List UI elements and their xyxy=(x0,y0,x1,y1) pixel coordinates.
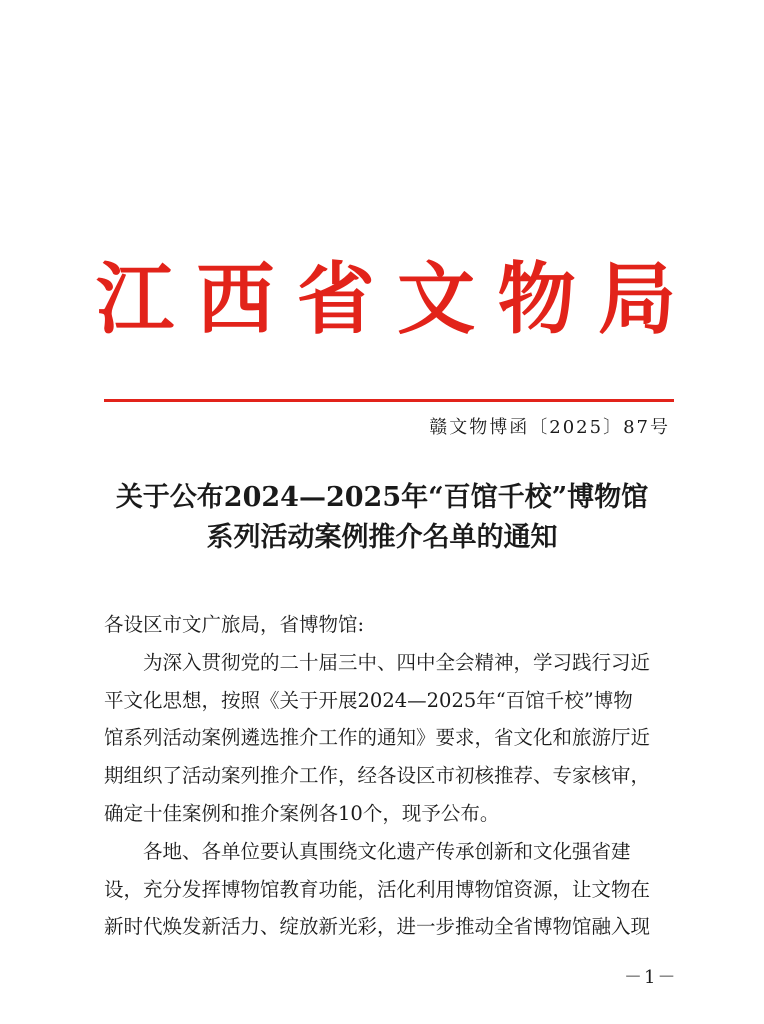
body-line: 为深入贯彻党的二十届三中、四中全会精神，学习践行习近 xyxy=(143,650,651,674)
agency-name xyxy=(96,252,676,348)
agency-char: 西 xyxy=(196,254,275,345)
document-number: 赣文物博函〔2025〕87号 xyxy=(429,417,670,438)
body-line: 新时代焕发新活力、绽放新光彩，进一步推动全省博物馆融入现 xyxy=(104,915,651,939)
title-line: 关于公布2024—2025年“百馆千校”博物馆 xyxy=(115,482,649,513)
body-line: 各地、各单位要认真围绕文化遗产传承创新和文化强省建 xyxy=(143,839,631,863)
page-number: －1－ xyxy=(624,967,678,988)
agency-char: 物 xyxy=(497,254,576,345)
document-title xyxy=(80,478,684,558)
body-line: 设，充分发挥博物馆教育功能，活化利用博物馆资源，让文物在 xyxy=(104,877,651,901)
red-header-rule xyxy=(104,399,674,402)
document-body xyxy=(104,606,676,946)
title-line: 系列活动案例推介名单的通知 xyxy=(206,522,558,553)
body-line: 平文化思想，按照《关于开展2024—2025年“百馆千校”博物 xyxy=(104,688,633,712)
agency-char: 局 xyxy=(597,254,676,345)
agency-char: 省 xyxy=(296,254,375,345)
body-line: 馆系列活动案例遴选推介工作的通知》要求，省文化和旅游厅近 xyxy=(104,726,651,750)
body-line: 确定十佳案例和推介案例各10个，现予公布。 xyxy=(104,801,500,825)
body-line: 期组织了活动案列推介工作，经各设区市初核推荐、专家核审， xyxy=(104,764,651,788)
salutation: 各设区市文广旅局，省博物馆: xyxy=(104,613,365,636)
agency-char: 文 xyxy=(397,254,476,345)
agency-char: 江 xyxy=(96,254,175,345)
